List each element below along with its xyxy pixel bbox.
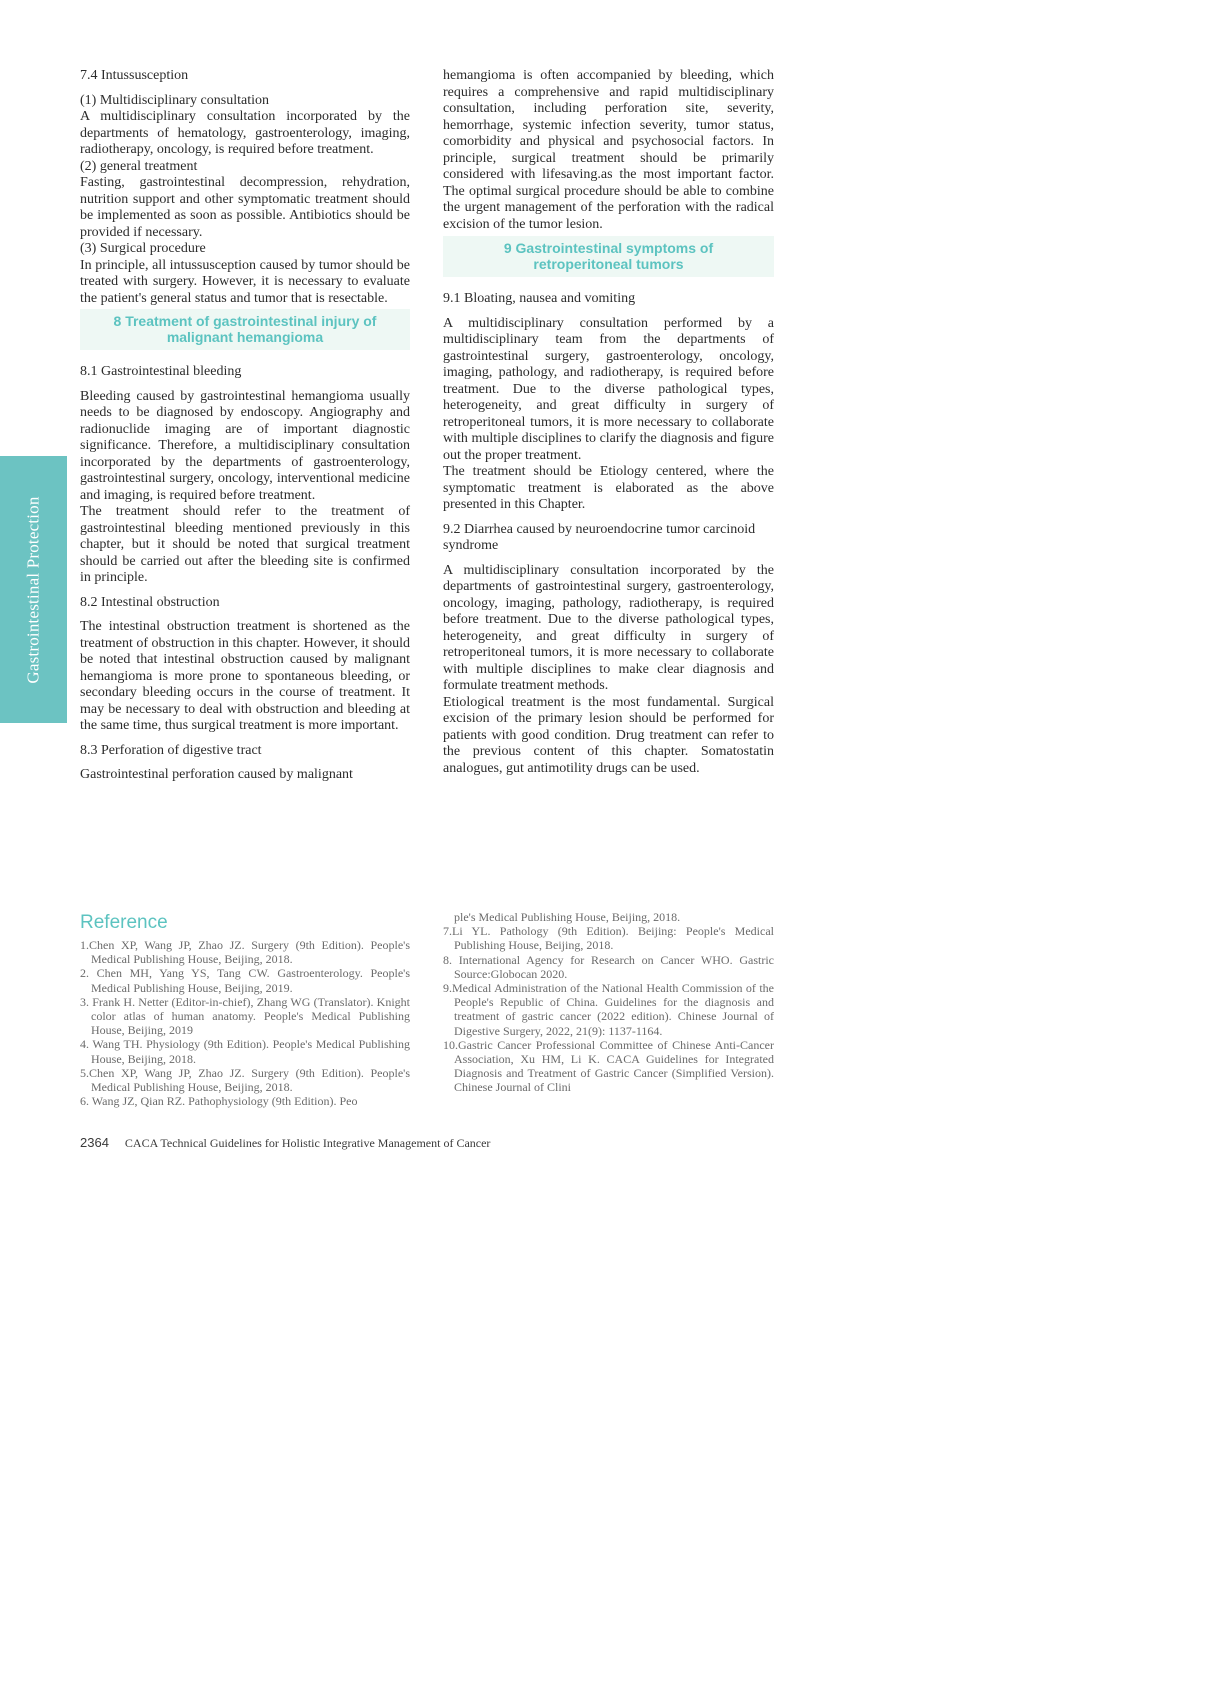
- right-column: [443, 68, 774, 777]
- subheading-surgical-procedure: (3) Surgical procedure: [80, 241, 206, 256]
- running-title: CACA Technical Guidelines for Holistic Integrative Management of Cancer: [124, 1136, 491, 1150]
- reference-item-continued: ple's Medical Publishing House, Beijing, 2018.: [454, 910, 681, 924]
- section-heading-8-line2: malignant hemangioma: [166, 328, 324, 345]
- left-column: [80, 68, 410, 784]
- paragraph: A multidisciplinary consultation incorporated by the departments of gastrointestinal surgery, gastroenterology, oncology, imaging, pathology, radiotherapy, is required before treatment. Due to the diverse pathological types, heterogeneity, and great difficulty in surgery of retroperitoneal tumors, it is more necessary to collaborate with multiple disciplines to make clear diagnosis and formulate treatment methods.: [443, 562, 774, 693]
- paragraph: Bleeding caused by gastrointestinal hemangioma usually needs to be diagnosed by endoscopy. Angiography and radionuclide imaging are of important diagnostic significance. Therefore, a multidisciplinary consultation incorporated by the departments of gastroenterology, gastrointestinal surgery, oncology, interventional medicine and imaging, is required before treatment.: [80, 388, 410, 503]
- reference-item: 6. Wang JZ, Qian RZ. Pathophysiology (9th Edition). Peo: [80, 1094, 358, 1109]
- subheading-multidisciplinary: (1) Multidisciplinary consultation: [80, 92, 269, 108]
- paragraph: Gastrointestinal perforation caused by malignant: [80, 767, 353, 782]
- paragraph: hemangioma is often accompanied by bleeding, which requires a comprehensive and rapid multidisciplinary consultation, including perforation site, severity, hemorrhage, systemic infection severity, tumor status, comorbidity and physical and psychosocial factors. In principle, surgical treatment should be primarily considered with lifesaving.as the most important factor. The optimal surgical procedure should be able to combine the urgent management of the perforation with the radical excision of the tumor lesion.: [443, 68, 774, 232]
- paragraph: The intestinal obstruction treatment is shortened as the treatment of obstruction in this chapter. However, it should be noted that intestinal obstruction caused by malignant hemangioma is more prone to spontaneous bleeding, or secondary bleeding occurs in the course of treatment. It may be necessary to deal with obstruction and bleeding at the same time, thus surgical treatment is more important.: [80, 619, 410, 733]
- section-heading-8-line1: 8 Treatment of gastrointestinal injury of: [113, 313, 377, 329]
- heading-8-1: 8.1 Gastrointestinal bleeding: [80, 364, 242, 379]
- paragraph: A multidisciplinary consultation incorporated by the departments of hematology, gastroenterology, imaging, radiotherapy, oncology, is required before treatment.: [80, 109, 410, 157]
- references-title: Reference: [80, 912, 168, 933]
- page-number: 2364: [80, 1135, 109, 1150]
- section-heading-9: [443, 236, 774, 277]
- paragraph: A multidisciplinary consultation performed by a multidisciplinary team from the departments of gastrointestinal surgery, gastroenterology, oncology, imaging, pathology, and radiotherapy, is required before treatment. Due to the diverse pathological types, heterogeneity, and great difficulty in surgery of retroperitoneal tumors, it is more necessary to collaborate with multiple disciplines to clarify the diagnosis and figure out the proper treatment.: [443, 315, 774, 463]
- side-tab-label: Gastrointestinal Protection: [23, 495, 43, 684]
- section-heading-9-line2: retroperitoneal tumors: [533, 255, 684, 272]
- side-section-tab: [0, 456, 67, 723]
- reference-item: 4. Wang TH. Physiology (9th Edition). People's Medical Publishing House, Beijing, 2018.: [80, 1037, 410, 1066]
- page-footer: [80, 1135, 490, 1151]
- paragraph: The treatment should refer to the treatment of gastrointestinal bleeding mentioned previously in this chapter, but it should be noted that surgical treatment should be carried out after the bleeding site is confirmed in principle.: [80, 504, 410, 585]
- reference-item: 3. Frank H. Netter (Editor-in-chief), Zhang WG (Translator). Knight color atlas of human anatomy. People's Medical Publishing House, Beijing, 2019: [80, 994, 410, 1038]
- references-right: [443, 910, 774, 1095]
- section-heading-9-line1: 9 Gastrointestinal symptoms of: [503, 240, 714, 256]
- reference-item: 5.Chen XP, Wang JP, Zhao JZ. Surgery (9th Edition). People's Medical Publishing House, Beijing, 2018.: [80, 1065, 410, 1095]
- heading-8-3: 8.3 Perforation of digestive tract: [80, 742, 262, 758]
- paragraph: The treatment should be Etiology centered, where the symptomatic treatment is elaborated as the above presented in this Chapter.: [443, 464, 774, 512]
- heading-9-2: 9.2 Diarrhea caused by neuroendocrine tumor carcinoid syndrome: [443, 521, 756, 553]
- reference-item: 2. Chen MH, Yang YS, Tang CW. Gastroenterology. People's Medical Publishing House, Beijing, 2019.: [80, 966, 410, 995]
- subheading-general-treatment: (2) general treatment: [80, 158, 198, 174]
- reference-item: 10.Gastric Cancer Professional Committee of Chinese Anti-Cancer Association, Xu HM, Li K. CACA Guidelines for Integrated Diagnosis and Treatment of Gastric Cancer (Simplified Version). Chinese Journal of Clini: [443, 1037, 774, 1095]
- paragraph: Fasting, gastrointestinal decompression, rehydration, nutrition support and other symptomatic treatment should be implemented as soon as possible. Antibiotics should be provided if necessary.: [80, 175, 410, 240]
- section-heading-8: [80, 309, 410, 350]
- heading-9-1: 9.1 Bloating, nausea and vomiting: [443, 291, 636, 306]
- reference-item: 1.Chen XP, Wang JP, Zhao JZ. Surgery (9th Edition). People's Medical Publishing House, Beijing, 2018.: [80, 938, 410, 967]
- reference-item: 7.Li YL. Pathology (9th Edition). Beijing: People's Medical Publishing House, Beijing, 2018.: [443, 924, 774, 953]
- heading-7-4: 7.4 Intussusception: [80, 68, 189, 83]
- reference-item: 9.Medical Administration of the National Health Commission of the People's Republic of China. Guidelines for the diagnosis and treatment of gastric cancer (2022 edition). Chinese Journal of Digestive Surgery, 2022, 21(9): 1137-1164.: [443, 981, 774, 1038]
- references-left: [80, 912, 410, 1108]
- heading-8-2: 8.2 Intestinal obstruction: [80, 594, 220, 610]
- reference-item: 8. International Agency for Research on Cancer WHO. Gastric Source:Globocan 2020.: [443, 952, 774, 981]
- paragraph: In principle, all intussusception caused by tumor should be treated with surgery. However, it is necessary to evaluate the patient's general status and tumor that is resectable.: [80, 257, 410, 306]
- paragraph: Etiological treatment is the most fundamental. Surgical excision of the primary lesion should be performed for patients with good condition. Drug treatment can refer to the previous content of this chapter. Somatostatin analogues, gut antimotility drugs can be used.: [443, 694, 774, 776]
